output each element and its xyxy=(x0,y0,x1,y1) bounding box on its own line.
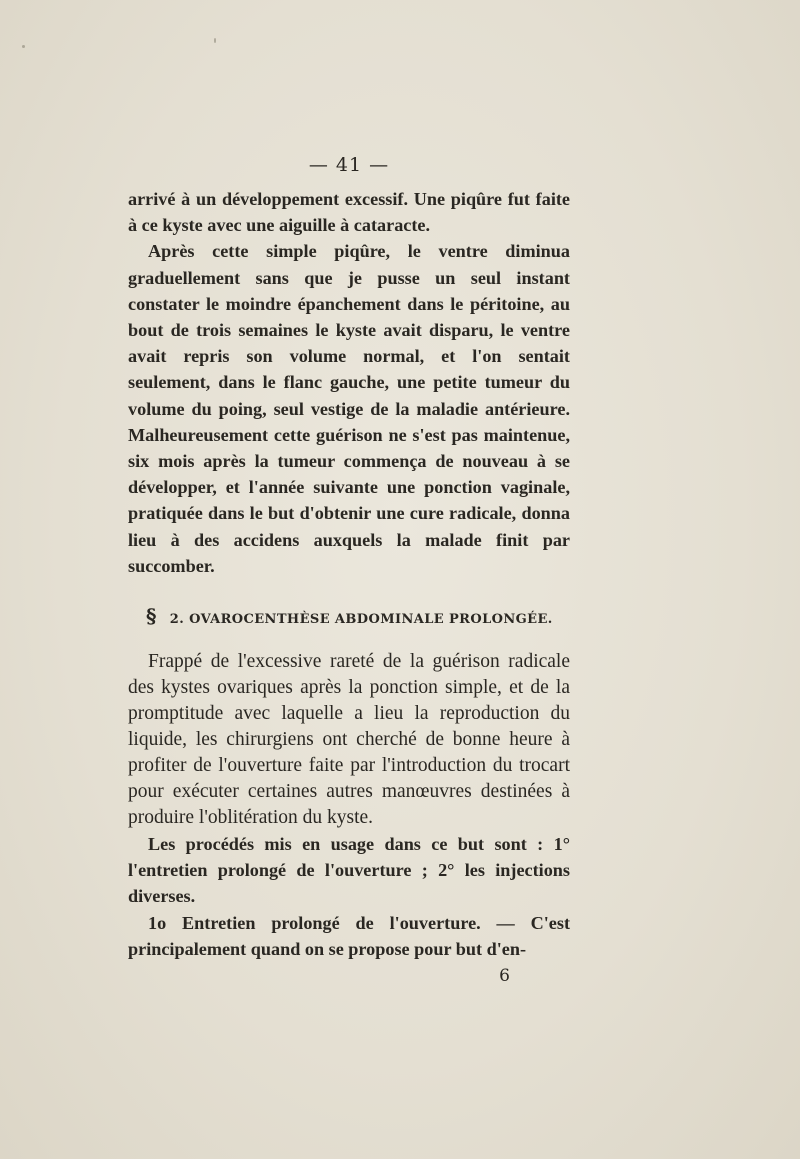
paragraph-case-outcome: Après cette simple piqûre, le ventre diminua graduellement sans que je pusse un seul instant constater le moindre épanchement dans le péritoine, au bout de trois semaines le kyste avait disparu, le ventre avait repris son volume normal, et l'on sentait seulement, dans le flanc gauche, une petite tumeur du volume du poing, seul vestige de la maladie antérieure. Malheureusement cette guérison ne s'est pas maintenue, six mois après la tumeur commença de nouveau à se développer, et l'année suivante une ponction vaginale, pratiquée dans le but d'obtenir une cure radicale, donna lieu à des accidens auxquels la malade finit par succomber. xyxy=(128,241,570,576)
paragraph-subsection-start: 1o Entretien prolongé de l'ouverture. — C'est principalement quand on se propose pour but d'en- xyxy=(128,912,570,959)
paragraph-continuation: arrivé à un développement excessif. Une piqûre fut faite à ce kyste avec une aiguille à cataracte. xyxy=(128,189,570,236)
section-number: 2. xyxy=(169,612,185,628)
section-symbol: § xyxy=(146,604,157,629)
section-heading xyxy=(146,603,570,629)
paper-speck xyxy=(22,45,25,48)
paragraph-procedures: Les procédés mis en usage dans ce but sont : 1° l'entretien prolongé de l'ouverture ; 2° les injections diverses. xyxy=(128,834,570,907)
page-number-header: — 41 — xyxy=(308,154,390,176)
section-title: OVAROCENTHÈSE ABDOMINALE PROLONGÉE. xyxy=(189,612,553,628)
signature-mark: 6 xyxy=(499,966,510,987)
paragraph-intro: Frappé de l'excessive rareté de la guérison radicale des kystes ovariques après la ponction simple, et de la promptitude avec laquelle a lieu la reproduction du liquide, les chirurgiens ont cherché de bonne heure à profiter de l'ouverture faite par l'introduction du trocart pour exécuter certaines autres manœuvres destinées à produire l'oblitération du kyste. xyxy=(128,651,570,829)
paper-speck xyxy=(214,38,216,43)
text-column xyxy=(128,150,570,988)
